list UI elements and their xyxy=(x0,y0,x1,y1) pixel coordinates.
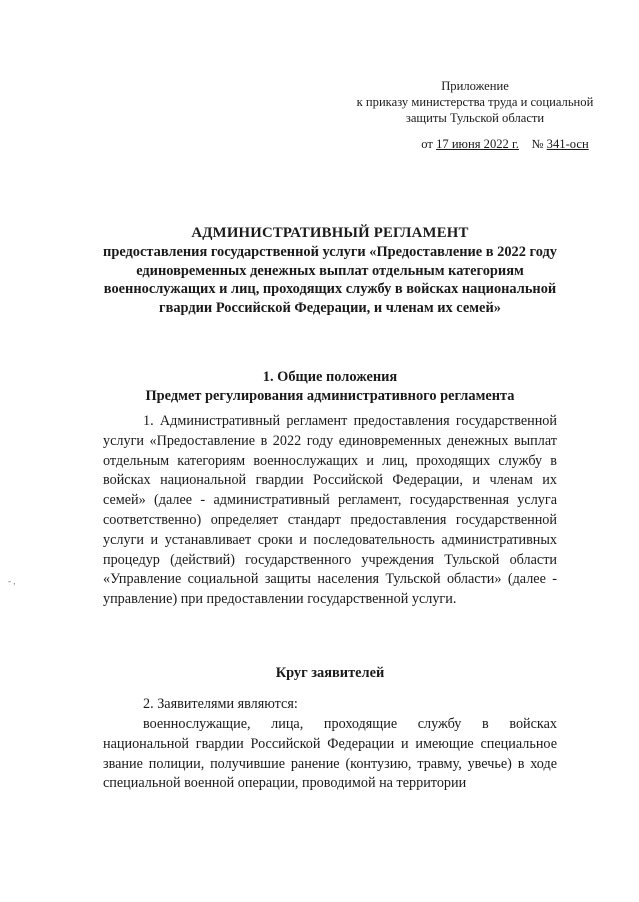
document-title-block xyxy=(100,224,560,317)
order-reference xyxy=(400,137,610,152)
applicants-heading: Круг заявителей xyxy=(275,665,385,681)
order-number-sign: № xyxy=(531,137,544,151)
section-subheading: Предмет регулирования административного регламента xyxy=(145,388,515,404)
document-title: АДМИНИСТРАТИВНЫЙ РЕГЛАМЕНТ xyxy=(191,225,469,241)
document-subtitle: предоставления государственной услуги «Предоставление в 2022 году единовременных денежных выплат отдельным категориям военнослужащих и лиц, проходящих службу в войсках национальной гвардии Российской Федерации, и членам их семей» xyxy=(103,244,557,316)
margin-mark: - , xyxy=(8,576,16,586)
order-number: 341-осн xyxy=(546,137,589,151)
appendix-line: защиты Тульской области xyxy=(405,111,545,125)
section-heading-block xyxy=(100,368,560,406)
order-prefix: от xyxy=(421,137,433,151)
paragraph-1: 1. Административный регламент предоставления государственной услуги «Предоставление в 2022 году единовременных денежных выплат отдельным категориям военнослужащих и лиц, проходящих службу в войсках национальной гвардии Российской Федерации, и членам их семей» (далее - административный регламент, государственная услуга соответственно) определяет стандарт предоставления государственной услуги и устанавливает сроки и последовательность административных процедур (действий) государственного учреждения Тульской области «Управление социальной защиты населения Тульской области» (далее - управление) при предоставлении государственной услуги. xyxy=(103,413,557,608)
order-date: 17 июня 2022 г. xyxy=(436,137,519,151)
appendix-line: Приложение xyxy=(441,79,509,93)
paragraph-3: военнослужащие, лица, проходящие службу в войсках национальной гвардии Российской Федерации и имеющие специальное звание полиции, получившие ранение (контузию, травму, увечье) в ходе специальной военной операции, проводимой на территории xyxy=(103,716,557,792)
section-heading: 1. Общие положения xyxy=(262,369,398,385)
paragraph-2: 2. Заявителями являются: xyxy=(143,696,298,712)
appendix-line: к приказу министерства труда и социальной xyxy=(356,95,594,109)
appendix-note xyxy=(330,78,620,126)
